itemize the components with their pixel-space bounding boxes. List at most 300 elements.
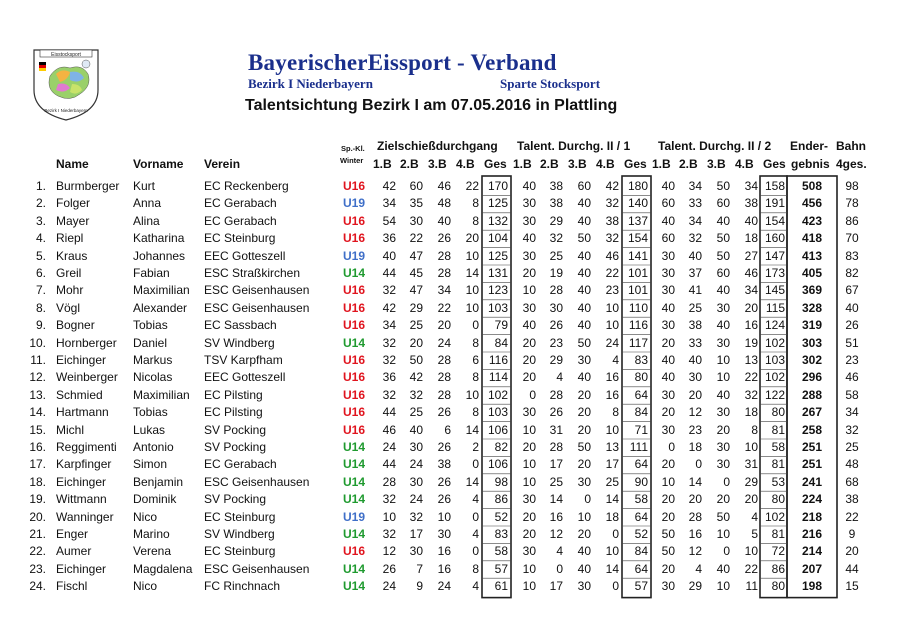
row-talent2-4: 38 <box>744 196 758 211</box>
row-rank: 21. <box>29 527 46 541</box>
row-talent2-1: 30 <box>661 318 675 333</box>
row-rank: 6. <box>35 266 46 280</box>
row-ziel-2: 25 <box>409 318 423 333</box>
row-ziel-2: 35 <box>409 196 423 211</box>
sub-header-g2-3: 3.B <box>568 157 587 171</box>
row-class: U16 <box>342 405 365 420</box>
row-talent1-1: 10 <box>522 474 536 489</box>
row-talent2-1: 40 <box>661 300 675 315</box>
row-ziel-4: 8 <box>472 370 479 385</box>
row-talent2-total: 80 <box>771 405 785 420</box>
row-talent2-4: 20 <box>744 300 758 315</box>
row-name: Hornberger <box>56 335 117 350</box>
row-ziel-total: 125 <box>487 196 508 211</box>
row-ziel-1: 54 <box>382 213 396 228</box>
row-talent2-2: 16 <box>688 527 702 541</box>
row-talent2-total: 145 <box>764 283 785 298</box>
row-talent1-total: 90 <box>634 474 648 489</box>
row-ziel-3: 28 <box>437 266 451 280</box>
row-talent1-2: 25 <box>549 248 563 263</box>
row-talent1-1: 10 <box>522 283 536 298</box>
row-vorname: Fabian <box>133 266 170 280</box>
row-ziel-3: 34 <box>437 283 451 298</box>
row-talent1-total: 111 <box>629 440 648 454</box>
row-ziel-3: 46 <box>437 179 451 193</box>
row-talent2-3: 30 <box>716 405 730 420</box>
row-ziel-3: 28 <box>437 353 451 367</box>
row-talent2-3: 50 <box>716 248 730 263</box>
row-talent1-2: 38 <box>549 196 563 211</box>
row-vorname: Daniel <box>133 335 168 350</box>
row-ziel-1: 40 <box>382 248 396 263</box>
row-ziel-3: 22 <box>437 300 451 315</box>
division-label: Sparte Stocksport <box>500 76 601 91</box>
row-talent2-3: 20 <box>716 422 730 437</box>
row-talent2-1: 10 <box>661 474 675 489</box>
row-talent1-total: 154 <box>627 231 648 246</box>
col-header-bahn-bottom: 4ges. <box>836 157 867 171</box>
row-name: Burmberger <box>56 179 120 193</box>
row-ziel-2: 22 <box>409 231 423 246</box>
row-ziel-1: 24 <box>382 579 396 594</box>
row-ziel-3: 28 <box>437 248 451 263</box>
row-talent2-4: 20 <box>744 492 758 507</box>
row-vorname: Alexander <box>133 300 188 315</box>
row-bahn: 15 <box>845 579 859 594</box>
row-ziel-total: 132 <box>487 213 508 228</box>
row-name: Karpfinger <box>56 457 112 472</box>
row-ziel-total: 79 <box>494 318 508 333</box>
row-rank: 14. <box>29 405 46 420</box>
row-talent2-1: 20 <box>661 561 675 576</box>
row-name: Bogner <box>56 318 95 333</box>
row-talent1-3: 30 <box>577 579 591 594</box>
row-talent2-4: 18 <box>744 405 758 420</box>
sub-header-g2-1: 1.B <box>513 157 532 171</box>
row-ergebnis: 296 <box>801 370 823 385</box>
row-bahn: 78 <box>845 196 859 211</box>
row-ergebnis: 413 <box>801 248 823 263</box>
row-talent2-1: 30 <box>661 579 675 594</box>
row-talent2-4: 18 <box>744 231 758 246</box>
row-bahn: 25 <box>845 440 859 454</box>
row-verein: EC Reckenberg <box>204 179 289 193</box>
sub-header-g1-1: 1.B <box>373 157 392 171</box>
row-verein: EC Pilsting <box>204 387 263 402</box>
row-ziel-3: 6 <box>444 422 451 437</box>
row-ziel-3: 24 <box>437 579 451 594</box>
row-ziel-2: 29 <box>409 300 423 315</box>
row-class: U16 <box>342 353 365 367</box>
row-talent1-total: 101 <box>627 266 648 280</box>
row-name: Fischl <box>56 579 88 594</box>
row-ziel-total: 83 <box>494 527 508 541</box>
row-talent2-1: 20 <box>661 492 675 507</box>
row-ziel-1: 28 <box>382 474 396 489</box>
row-talent1-4: 0 <box>612 527 619 541</box>
row-name: Eichinger <box>56 474 107 489</box>
row-talent2-4: 10 <box>744 544 758 559</box>
row-talent1-total: 84 <box>634 544 648 559</box>
row-talent1-total: 140 <box>627 196 648 211</box>
row-talent2-4: 22 <box>744 370 758 385</box>
row-talent2-1: 30 <box>661 283 675 298</box>
row-talent2-4: 5 <box>751 527 758 541</box>
row-talent2-2: 23 <box>688 422 702 437</box>
svg-text:Bezirk I Niederbayern: Bezirk I Niederbayern <box>44 108 88 113</box>
row-talent1-4: 46 <box>605 248 619 263</box>
row-ergebnis: 258 <box>801 422 823 437</box>
row-talent2-total: 124 <box>764 318 785 333</box>
row-talent2-total: 72 <box>771 544 785 559</box>
row-name: Weinberger <box>56 370 118 385</box>
row-ziel-total: 102 <box>487 387 508 402</box>
row-rank: 13. <box>29 387 46 402</box>
row-ziel-1: 34 <box>382 318 396 333</box>
row-class: U16 <box>342 544 365 559</box>
row-ziel-4: 4 <box>472 579 479 594</box>
row-bahn: 34 <box>845 405 859 420</box>
col-header-vorname: Vorname <box>133 157 184 171</box>
row-ziel-3: 24 <box>437 335 451 350</box>
row-ergebnis: 405 <box>801 266 823 280</box>
row-talent1-2: 29 <box>549 213 563 228</box>
row-talent2-4: 34 <box>744 283 758 298</box>
row-ziel-4: 8 <box>472 213 479 228</box>
event-title: Talentsichtung Bezirk I am 07.05.2016 in Plattling <box>245 97 618 114</box>
row-talent1-4: 13 <box>605 440 619 454</box>
row-ziel-total: 98 <box>494 474 508 489</box>
row-vorname: Marino <box>133 527 170 541</box>
row-vorname: Maximilian <box>133 283 190 298</box>
row-talent2-1: 50 <box>661 544 675 559</box>
row-bahn: 26 <box>845 318 859 333</box>
row-talent1-1: 20 <box>522 440 536 454</box>
row-talent2-3: 10 <box>716 579 730 594</box>
row-talent2-4: 22 <box>744 561 758 576</box>
row-ziel-4: 14 <box>465 422 479 437</box>
row-talent2-2: 33 <box>688 196 702 211</box>
row-talent1-4: 25 <box>605 474 619 489</box>
row-class: U14 <box>342 440 365 454</box>
col-group-zielschiessen: Zielschießdurchgang <box>377 139 498 153</box>
row-class: U16 <box>342 231 365 246</box>
row-talent2-4: 32 <box>744 387 758 402</box>
row-ziel-1: 42 <box>382 179 396 193</box>
row-talent1-2: 32 <box>549 231 563 246</box>
row-verein: SV Pocking <box>204 492 267 507</box>
row-talent2-4: 16 <box>744 318 758 333</box>
row-ziel-4: 10 <box>465 300 479 315</box>
row-ergebnis: 218 <box>801 509 823 524</box>
row-talent2-total: 154 <box>764 213 785 228</box>
row-talent2-2: 33 <box>688 335 702 350</box>
row-ziel-total: 103 <box>487 300 508 315</box>
row-rank: 19. <box>29 492 46 507</box>
row-talent1-3: 20 <box>577 405 591 420</box>
row-name: Folger <box>56 196 91 211</box>
row-talent1-total: 110 <box>628 300 648 315</box>
row-name: Reggimenti <box>56 440 117 454</box>
row-talent1-total: 117 <box>628 335 648 350</box>
row-verein: TSV Karpfham <box>204 353 283 367</box>
row-talent2-total: 58 <box>771 440 785 454</box>
row-ziel-4: 8 <box>472 561 479 576</box>
row-vorname: Antonio <box>133 440 174 454</box>
row-rank: 15. <box>29 422 46 437</box>
row-ergebnis: 207 <box>801 561 823 576</box>
row-ziel-1: 44 <box>382 405 396 420</box>
row-talent2-4: 34 <box>744 179 758 193</box>
sub-header-g1-4: 4.B <box>456 157 475 171</box>
row-talent1-total: 84 <box>634 405 648 420</box>
row-talent1-total: 80 <box>634 370 648 385</box>
row-ergebnis: 216 <box>801 527 823 541</box>
row-bahn: 51 <box>845 335 859 350</box>
row-bahn: 83 <box>845 248 859 263</box>
row-talent2-3: 50 <box>716 509 730 524</box>
row-vorname: Tobias <box>133 318 168 333</box>
sub-header-g2-5: Ges <box>624 157 647 171</box>
row-talent1-3: 50 <box>577 440 591 454</box>
row-talent1-4: 32 <box>605 196 619 211</box>
row-talent2-total: 173 <box>764 266 785 280</box>
row-verein: SV Pocking <box>204 440 267 454</box>
row-rank: 18. <box>29 474 46 489</box>
row-bahn: 38 <box>845 492 859 507</box>
row-talent2-3: 30 <box>716 440 730 454</box>
row-rank: 11. <box>30 353 46 367</box>
row-talent2-total: 158 <box>764 179 785 193</box>
row-name: Mohr <box>56 283 84 298</box>
row-rank: 17. <box>29 457 46 472</box>
row-talent2-4: 40 <box>744 213 758 228</box>
row-talent1-2: 14 <box>549 492 563 507</box>
row-talent2-2: 34 <box>688 213 702 228</box>
row-ziel-total: 82 <box>494 440 508 454</box>
row-verein: SV Pocking <box>204 422 267 437</box>
row-talent2-1: 40 <box>661 370 675 385</box>
row-ziel-total: 123 <box>487 283 508 298</box>
row-talent2-2: 18 <box>688 440 702 454</box>
row-class: U19 <box>342 509 365 524</box>
row-ziel-3: 10 <box>437 509 451 524</box>
row-talent2-total: 81 <box>771 457 785 472</box>
row-talent2-4: 13 <box>744 353 758 367</box>
row-bahn: 48 <box>845 457 859 472</box>
row-talent2-total: 147 <box>764 248 785 263</box>
row-name: Michl <box>56 422 85 437</box>
organization-title: BayerischerEissport - Verband <box>248 50 557 75</box>
row-vorname: Verena <box>133 544 172 559</box>
row-class: U16 <box>342 283 365 298</box>
row-ziel-2: 47 <box>409 283 423 298</box>
row-talent1-3: 40 <box>577 213 591 228</box>
row-talent2-2: 28 <box>688 509 702 524</box>
row-class: U16 <box>342 300 365 315</box>
row-name: Greil <box>56 266 82 280</box>
row-ziel-1: 32 <box>382 387 396 402</box>
row-talent2-2: 14 <box>688 474 702 489</box>
row-ziel-1: 12 <box>382 544 396 559</box>
row-talent1-2: 4 <box>556 544 563 559</box>
sub-header-g3-3: 3.B <box>707 157 726 171</box>
row-talent1-total: 141 <box>627 248 648 263</box>
row-talent1-3: 10 <box>577 509 591 524</box>
row-ziel-4: 10 <box>465 248 479 263</box>
row-ziel-1: 36 <box>382 231 396 246</box>
row-talent1-4: 18 <box>605 509 619 524</box>
row-ziel-3: 28 <box>437 370 451 385</box>
row-ziel-total: 125 <box>487 248 508 263</box>
row-talent1-2: 26 <box>549 405 563 420</box>
row-talent2-2: 12 <box>688 405 702 420</box>
row-ergebnis: 423 <box>801 213 823 228</box>
row-vorname: Kurt <box>133 179 156 193</box>
row-class: U16 <box>342 318 365 333</box>
row-bahn: 32 <box>845 422 859 437</box>
row-talent2-4: 8 <box>751 422 758 437</box>
row-class: U14 <box>342 474 365 489</box>
row-verein: FC Rinchnach <box>204 579 281 594</box>
row-ziel-total: 106 <box>487 457 508 472</box>
row-talent2-total: 102 <box>764 370 785 385</box>
row-talent1-4: 23 <box>605 283 619 298</box>
sub-header-g1-5: Ges <box>484 157 507 171</box>
row-talent2-2: 41 <box>688 283 702 298</box>
row-talent2-2: 29 <box>688 579 702 594</box>
row-ziel-4: 22 <box>465 179 479 193</box>
row-ergebnis: 369 <box>801 283 823 298</box>
row-ziel-1: 32 <box>382 353 396 367</box>
row-talent1-4: 10 <box>605 300 619 315</box>
row-talent2-3: 0 <box>723 544 730 559</box>
row-talent1-total: 71 <box>634 422 648 437</box>
row-talent1-1: 30 <box>522 248 536 263</box>
row-talent1-3: 30 <box>577 353 591 367</box>
row-name: Eichinger <box>56 353 107 367</box>
row-talent2-total: 53 <box>771 474 785 489</box>
row-bahn: 46 <box>845 370 859 385</box>
row-ziel-total: 116 <box>488 353 508 367</box>
row-vorname: Magdalena <box>133 561 193 576</box>
row-talent1-1: 0 <box>529 387 536 402</box>
row-ziel-2: 30 <box>409 440 423 454</box>
row-talent2-total: 160 <box>764 231 785 246</box>
row-class: U16 <box>342 179 365 193</box>
row-talent2-2: 30 <box>688 370 702 385</box>
row-ziel-1: 10 <box>382 509 396 524</box>
row-talent1-4: 10 <box>605 422 619 437</box>
row-talent1-total: 64 <box>634 509 648 524</box>
row-talent2-3: 10 <box>716 370 730 385</box>
row-talent2-3: 40 <box>716 213 730 228</box>
row-talent2-3: 30 <box>716 300 730 315</box>
row-bahn: 23 <box>845 353 859 367</box>
row-ergebnis: 456 <box>801 196 823 211</box>
row-talent2-1: 20 <box>661 335 675 350</box>
row-ziel-3: 30 <box>437 527 451 541</box>
row-rank: 3. <box>35 213 46 228</box>
row-talent1-1: 30 <box>522 492 536 507</box>
row-talent2-4: 31 <box>744 457 758 472</box>
row-talent1-1: 10 <box>522 579 536 594</box>
row-talent2-2: 40 <box>688 248 702 263</box>
row-talent2-3: 10 <box>716 527 730 541</box>
row-talent2-2: 32 <box>688 231 702 246</box>
row-talent1-2: 23 <box>549 335 563 350</box>
row-talent1-total: 64 <box>634 387 648 402</box>
row-talent1-2: 17 <box>549 457 563 472</box>
row-ziel-2: 30 <box>409 544 423 559</box>
row-vorname: Nico <box>133 579 158 594</box>
row-vorname: Alina <box>133 213 160 228</box>
row-talent1-1: 10 <box>522 457 536 472</box>
row-verein: EC Gerabach <box>204 457 277 472</box>
row-class: U14 <box>342 561 365 576</box>
row-talent1-total: 101 <box>627 283 648 298</box>
row-talent1-2: 38 <box>549 179 563 193</box>
row-verein: ESC Geisenhausen <box>204 300 310 315</box>
row-ziel-4: 4 <box>472 527 479 541</box>
row-talent1-3: 40 <box>577 544 591 559</box>
row-talent2-2: 12 <box>688 544 702 559</box>
row-talent2-3: 10 <box>716 353 730 367</box>
row-talent2-4: 4 <box>751 509 758 524</box>
row-bahn: 58 <box>845 387 859 402</box>
row-rank: 5. <box>35 248 46 263</box>
row-talent2-1: 20 <box>661 509 675 524</box>
row-name: Hartmann <box>56 405 109 420</box>
row-ziel-2: 24 <box>409 457 423 472</box>
row-vorname: Nico <box>133 509 158 524</box>
row-ergebnis: 302 <box>801 353 823 367</box>
row-talent2-total: 102 <box>764 335 785 350</box>
row-talent2-1: 20 <box>661 405 675 420</box>
row-talent2-3: 60 <box>716 266 730 280</box>
row-talent2-4: 27 <box>744 248 758 263</box>
row-talent1-2: 12 <box>549 527 563 541</box>
row-verein: EC Gerabach <box>204 196 277 211</box>
row-ergebnis: 288 <box>801 387 823 402</box>
row-ergebnis: 198 <box>801 579 823 594</box>
row-ziel-4: 10 <box>465 387 479 402</box>
row-talent1-3: 40 <box>577 561 591 576</box>
row-ziel-2: 42 <box>409 370 423 385</box>
row-ziel-4: 10 <box>465 283 479 298</box>
row-rank: 24. <box>29 579 46 594</box>
row-vorname: Johannes <box>133 248 186 263</box>
row-name: Mayer <box>56 213 90 228</box>
row-ziel-2: 24 <box>409 492 423 507</box>
row-talent1-2: 28 <box>549 440 563 454</box>
row-bahn: 20 <box>845 544 859 559</box>
row-talent1-total: 57 <box>634 579 648 594</box>
row-talent2-total: 86 <box>771 561 785 576</box>
row-verein: EEC Gotteszell <box>204 370 286 385</box>
row-class: U16 <box>342 387 365 402</box>
row-ziel-1: 32 <box>382 283 396 298</box>
row-name: Aumer <box>56 544 92 559</box>
row-talent1-1: 40 <box>522 231 536 246</box>
row-talent2-1: 30 <box>661 422 675 437</box>
row-verein: EC Gerabach <box>204 213 277 228</box>
row-talent1-3: 30 <box>577 474 591 489</box>
row-ziel-4: 6 <box>472 353 479 367</box>
row-ziel-4: 4 <box>472 492 479 507</box>
row-rank: 16. <box>29 440 46 454</box>
row-name: Kraus <box>56 248 88 263</box>
